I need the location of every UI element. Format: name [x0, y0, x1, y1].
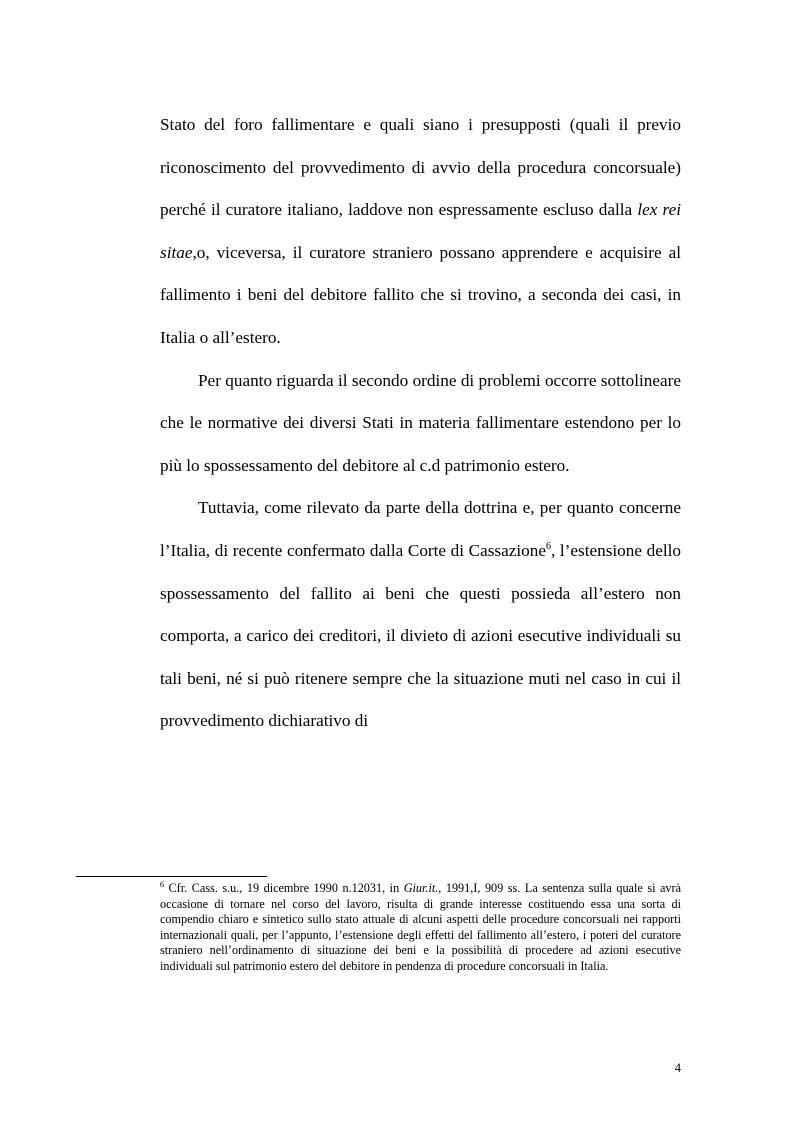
- footnote-reference: 6: [545, 540, 551, 552]
- footnote-6: $^6$ Cfr. Cass. s.u., 19 dicembre 1990 n.12031, in Giur.it., 1991,I, 909 ss. La sentenza sulla quale si avrà occasione di tornare nel corso del lavoro, risulta di grande interesse costituendo essa una sorta di compendio chiaro e sintetico sullo stato attuale di alcuni aspetti delle procedure concorsuali nei rapporti internazionali quali, per l’appunto, l’estensione degli effetti del fallimento all’estero, i poteri del curatore straniero nell’ordinamento di situazione dei beni e la possibilità di procedere ad azioni esecutive individuali sul patrimonio estero del debitore in pendenza di procedure concorsuali in Italia.: [160, 880, 681, 973]
- paragraph-2: Per quanto riguarda il secondo ordine di problemi occorre sottolineare che le normative dei diversi Stati in materia fallimentare estendono per lo più lo spossessamento del debitore al c.d patrimonio estero.: [160, 370, 681, 475]
- page-number: 4: [674, 1061, 681, 1075]
- paragraph-1: Stato del foro fallimentare e quali siano i presupposti (quali il previo riconoscimento del provvedimento di avvio della procedura concorsuale) perché il curatore italiano, laddove non espressamente escluso dalla lex rei sitae,o, viceversa, il curatore straniero possano apprendere e acquisire al fallimento i beni del debitore fallito che si trovino, a seconda dei casi, in Italia o all’estero.: [160, 115, 681, 347]
- footnote: [160, 881, 681, 975]
- footnote-number: 6: [160, 880, 164, 889]
- journal-title: Giur.it.,: [403, 881, 442, 895]
- footnote-separator: [76, 876, 267, 877]
- latin-term: lex rei sitae: [160, 200, 681, 262]
- paragraph-3: Tuttavia, come rilevato da parte della dottrina e, per quanto concerne l’Italia, di recente confermato dalla Corte di Cassazione$^6$, l’estensione dello spossessamento del fallito ai beni che questi possieda all’estero non comporta, a carico dei creditori, il divieto di azioni esecutive individuali su tali beni, né si può ritenere sempre che la situazione muti nel caso in cui il provvedimento dichiarativo di: [160, 498, 681, 731]
- body-text: [160, 104, 681, 743]
